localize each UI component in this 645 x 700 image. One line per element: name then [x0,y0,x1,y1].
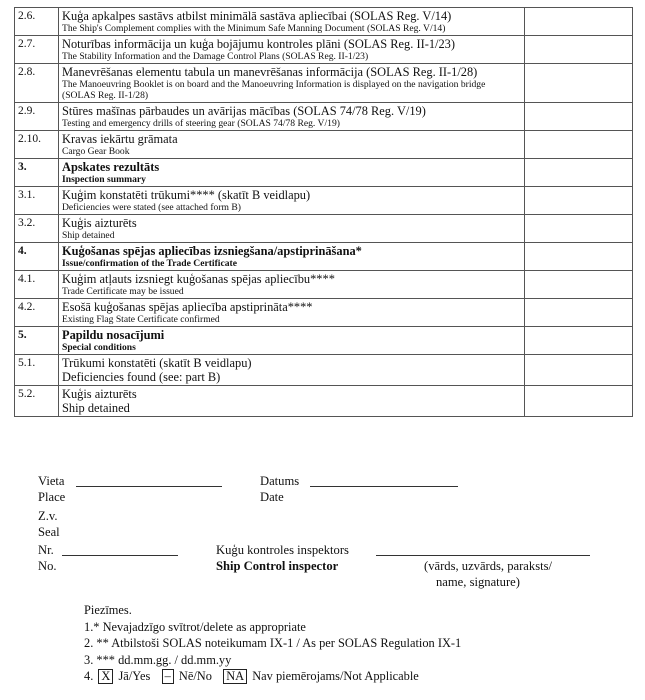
row-text-en: Deficiencies found (see: part B) [62,370,221,384]
row-text-lv: Papildu nosacījumi [62,328,165,342]
row-text-en: Ship detained [62,401,130,415]
row-number: 2.6. [15,8,59,36]
row-description [59,159,525,187]
place-field[interactable] [76,486,222,487]
row-text-en: Deficiencies were stated (see attached form B) [62,202,241,213]
row-text-lv: Trūkumi konstatēti (skatīt B veidlapu) [62,356,252,370]
row-text-en: Testing and emergency drills of steering gear (SOLAS 74/78 Reg. V/19) [62,118,340,129]
table-row [15,64,633,103]
row-mark-cell[interactable] [525,187,633,215]
table-row [15,131,633,159]
date-label-en: Date [260,490,284,504]
row-text-lv: Kuģošanas spējas apliecības izsniegšana/apstiprināšana* [62,244,362,258]
row-text-en: Inspection summary [62,174,146,185]
row-text-lv: Kuģis aizturēts [62,216,137,230]
table-row [15,8,633,36]
row-text-en: Special conditions [62,342,136,353]
row-description [59,327,525,355]
row-description [59,243,525,271]
place-label-en: Place [38,490,66,504]
row-number: 3.1. [15,187,59,215]
note-3: 3. *** dd.mm.gg. / dd.mm.yy [84,652,232,667]
row-text-en: The Stability Information and the Damage Control Plans (SOLAS Reg. II-1/23) [62,51,369,62]
row-number: 3.2. [15,215,59,243]
row-mark-cell[interactable] [525,8,633,36]
section-row [15,243,633,271]
row-description [59,215,525,243]
row-description [59,64,525,103]
row-mark-cell[interactable] [525,299,633,327]
inspector-label-en: Ship Control inspector [216,559,339,573]
row-text-lv: Stūres mašīnas pārbaudes un avārijas mācības (SOLAS 74/78 Reg. V/19) [62,104,426,118]
row-text-lv: Esošā kuģošanas spējas apliecība apstiprināta**** [62,300,313,314]
row-mark-cell[interactable] [525,215,633,243]
na-label: Nav piemērojams/Not Applicable [252,669,419,683]
row-description [59,355,525,386]
number-field[interactable] [62,555,178,556]
table-row [15,271,633,299]
no-box: – [162,669,174,684]
row-text-lv: Noturības informācija un kuģa bojājumu kontroles plāni (SOLAS Reg. II-1/23) [62,37,455,51]
row-number: 5. [15,327,59,355]
row-text-lv: Apskates rezultāts [62,160,160,174]
table-row [15,36,633,64]
row-text-lv: Kuģa apkalpes sastāvs atbilst minimālā sastāva apliecībai (SOLAS Reg. V/14) [62,9,452,23]
row-description [59,271,525,299]
place-label-lv: Vieta [38,474,65,488]
row-text-lv: Kuģis aizturēts [62,387,137,401]
na-box: NA [223,669,247,684]
row-number: 5.2. [15,386,59,417]
seal-label-en: Seal [38,525,60,539]
row-mark-cell[interactable] [525,243,633,271]
row-number: 4.1. [15,271,59,299]
row-mark-cell[interactable] [525,355,633,386]
row-number: 2.7. [15,36,59,64]
row-mark-cell[interactable] [525,36,633,64]
row-number: 2.8. [15,64,59,103]
no-label: Nē/No [178,669,212,683]
row-text-en: Cargo Gear Book [62,146,130,157]
yes-box: X [98,669,113,684]
row-description [59,36,525,64]
note-4-number: 4. [84,669,94,683]
row-description [59,187,525,215]
row-text-lv: Kuģim konstatēti trūkumi**** (skatīt B veidlapu) [62,188,311,202]
row-text-en: The Manoeuvring Booklet is on board and the Manoeuvring Information is displayed on the navigation bridge (SOLAS Reg. II-1/28) [62,79,486,101]
date-field[interactable] [310,486,458,487]
row-mark-cell[interactable] [525,271,633,299]
table-row [15,299,633,327]
section-row [15,159,633,187]
row-text-en: Trade Certificate may be issued [62,286,184,297]
inspection-table [14,7,633,417]
row-description [59,8,525,36]
note-4 [84,668,461,685]
table-row [15,386,633,417]
row-mark-cell[interactable] [525,131,633,159]
row-mark-cell[interactable] [525,159,633,187]
note-1: 1.* Nevajadzīgo svītrot/delete as appropriate [84,619,306,634]
row-text-en: Issue/confirmation of the Trade Certificate [62,258,237,269]
section-row [15,327,633,355]
row-number: 3. [15,159,59,187]
row-mark-cell[interactable] [525,386,633,417]
table-row [15,187,633,215]
row-number: 4. [15,243,59,271]
notes-block [84,602,461,685]
row-mark-cell[interactable] [525,64,633,103]
row-text-en: The Ship's Complement complies with the Minimum Safe Manning Document (SOLAS Reg. V/14) [62,23,446,34]
row-description [59,299,525,327]
row-number: 2.10. [15,131,59,159]
signature-hint-2: name, signature) [436,575,520,589]
number-label-lv: Nr. [38,543,54,557]
row-text-lv: Kuģim atļauts izsniegt kuģošanas spējas apliecību**** [62,272,335,286]
row-text-lv: Kravas iekārtu grāmata [62,132,178,146]
row-description [59,131,525,159]
row-description [59,386,525,417]
yes-label: Jā/Yes [118,669,151,683]
table-row [15,215,633,243]
note-2: 2. ** Atbilstoši SOLAS noteikumam IX-1 / As per SOLAS Regulation IX-1 [84,636,462,650]
date-label-lv: Datums [260,474,300,488]
notes-heading: Piezīmes. [84,603,132,617]
inspector-label-lv: Kuģu kontroles inspektors [216,543,349,557]
signature-hint-1: (vārds, uzvārds, paraksts/ [424,559,552,573]
row-text-lv: Manevrēšanas elementu tabula un manevrēšanas informācija (SOLAS Reg. II-1/28) [62,65,478,79]
row-mark-cell[interactable] [525,327,633,355]
row-text-en: Ship detained [62,230,115,241]
number-label-en: No. [38,559,57,573]
seal-label-lv: Z.v. [38,509,58,523]
row-number: 2.9. [15,103,59,131]
row-number: 4.2. [15,299,59,327]
row-description [59,103,525,131]
inspector-field[interactable] [376,555,590,556]
row-text-en: Existing Flag State Certificate confirmed [62,314,220,325]
table-row [15,355,633,386]
row-mark-cell[interactable] [525,103,633,131]
row-number: 5.1. [15,355,59,386]
table-row [15,103,633,131]
